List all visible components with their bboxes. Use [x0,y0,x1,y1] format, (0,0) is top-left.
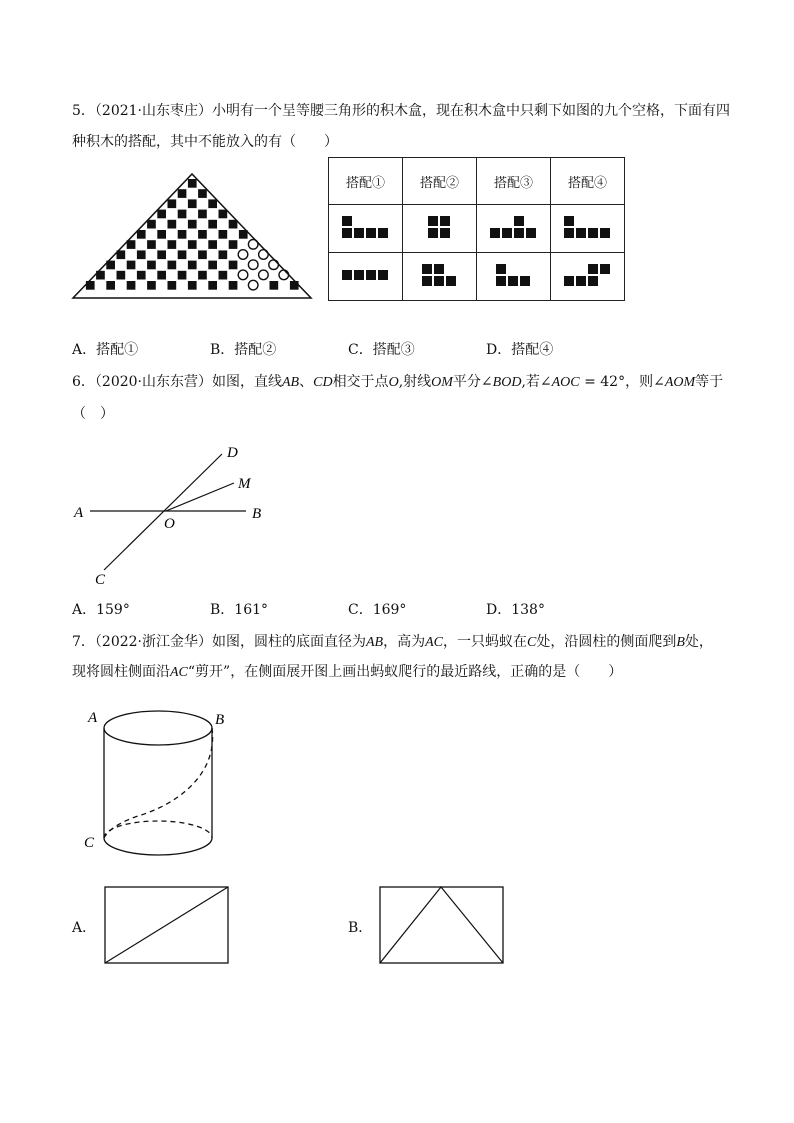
filled-block [208,281,217,290]
q6-aoc: AOC [551,375,580,390]
empty-slot-circle [248,260,258,270]
q6-text-3: ,射线 [398,374,432,390]
filled-block [178,189,187,198]
filled-block [208,220,217,229]
filled-block [178,271,187,280]
filled-block [178,210,187,219]
q6-aom: AOM [664,375,696,390]
cyl-label-b: B [215,712,225,728]
cylinder-figure [78,704,238,864]
filled-block [157,271,166,280]
filled-block [188,179,197,188]
q6-text-7: 等于 [695,374,724,390]
q7-line1 [72,632,713,653]
filled-block [208,261,217,270]
filled-block [229,281,238,290]
filled-block [96,271,105,280]
filled-block [229,240,238,249]
q6-text-5: ,若∠ [521,374,552,390]
q6-om: OM [431,375,453,390]
filled-block [168,281,177,290]
empty-slot-circle [279,270,289,280]
filled-block [290,281,299,290]
q6-eq: = 42° [579,374,626,390]
filled-block [198,210,207,219]
q6-sep: 、 [299,374,314,390]
filled-block [198,271,207,280]
filled-block [219,250,228,259]
filled-block [147,240,156,249]
cyl-label-a: A [88,710,98,726]
label-a: A [74,505,84,521]
q6-text-4: 平分∠ [452,374,493,390]
empty-slot-circle [259,250,269,260]
filled-block [229,261,238,270]
filled-block [137,271,146,280]
q7-line2 [72,662,622,683]
header-combo-1: 搭配① [329,158,403,205]
label-d: D [227,445,238,461]
filled-block [86,281,95,290]
filled-block [168,240,177,249]
filled-block [168,199,177,208]
q5-option-d[interactable]: D．搭配④ [486,342,554,358]
filled-block [137,250,146,259]
combination-table [328,157,625,301]
q5-option-a[interactable]: A．搭配① [72,342,139,358]
q5-line2: 种积木的搭配，其中不能放入的有（ ） [72,134,338,150]
filled-block [198,230,207,239]
q5-option-b[interactable]: B．搭配② [210,342,277,358]
empty-slot-circle [259,270,269,280]
filled-block [168,220,177,229]
filled-block [188,240,197,249]
q7-b: B [676,635,685,650]
q7-text-2: ，高为 [383,634,426,650]
filled-block [147,281,156,290]
empty-slot-circle [238,270,248,280]
combo-2-piece-2 [403,253,477,301]
filled-block [188,261,197,270]
filled-block [208,199,217,208]
empty-slot-circle [269,260,279,270]
combo-3-piece-1 [477,205,551,253]
filled-block [168,261,177,270]
q6-option-d[interactable]: D．138° [486,602,545,618]
header-combo-4: 搭配④ [551,158,625,205]
filled-block [157,250,166,259]
filled-block [229,220,238,229]
q7-option-b[interactable]: B． [348,920,373,936]
empty-slot-circle [238,250,248,260]
header-combo-3: 搭配③ [477,158,551,205]
filled-block [270,281,279,290]
filled-block [188,199,197,208]
q7-text-5: 处， [684,634,713,650]
filled-block [157,230,166,239]
filled-block [219,271,228,280]
filled-block [127,240,136,249]
q6-option-c[interactable]: C．169° [348,602,407,618]
q6-line1 [72,372,723,393]
filled-block [106,261,115,270]
filled-block [147,261,156,270]
q6-text-6: ，则∠ [625,374,665,390]
label-c: C [95,572,106,588]
q6-line2: （ ） [72,406,114,422]
filled-block [239,230,248,239]
combo-1-piece-2 [329,253,403,301]
q6-text-1: 6．（2020·山东东营）如图，直线 [72,374,282,390]
combo-3-piece-2 [477,253,551,301]
header-combo-2: 搭配② [403,158,477,205]
q7-ab: AB [366,635,384,650]
q6-option-b[interactable]: B．161° [210,602,269,618]
empty-slot-circle [248,280,258,290]
cyl-label-c: C [84,835,95,851]
q7-text-4: 处，沿圆柱的侧面爬到 [536,634,677,650]
q7-ac2: AC [170,665,188,680]
combo-2-piece-1 [403,205,477,253]
filled-block [188,220,197,229]
q6-ab: AB [282,375,300,390]
combo-1-piece-1 [329,205,403,253]
filled-block [147,220,156,229]
triangle-block-box-figure [70,170,314,302]
empty-slot-circle [248,240,258,250]
combo-4-piece-1 [551,205,625,253]
filled-block [117,271,126,280]
filled-block [117,250,126,259]
filled-block [219,230,228,239]
q7-c: C [527,635,537,650]
q5-option-c[interactable]: C．搭配③ [348,342,415,358]
option-a-diagonal-figure [104,886,230,966]
label-b: B [252,506,262,522]
q6-cd: CD [313,375,333,390]
q7-text-7: “剪开”，在侧面展开图上画出蚂蚁爬行的最近路线，正确的是（ ） [187,664,623,680]
q6-o: O [388,375,399,390]
q6-bod: BOD [492,375,522,390]
filled-block [198,189,207,198]
filled-block [219,210,228,219]
option-b-triangle-figure [379,886,505,966]
label-m: M [238,476,251,492]
q6-option-a[interactable]: A．159° [72,602,130,618]
filled-block [188,281,197,290]
filled-block [208,240,217,249]
label-o: O [164,516,175,532]
filled-block [106,281,115,290]
filled-block [198,250,207,259]
q7-text-1: 7．（2022·浙江金华）如图，圆柱的底面直径为 [72,634,366,650]
q7-option-a[interactable]: A． [72,920,97,936]
filled-block [127,261,136,270]
q7-text-3: ，一只蚂蚁在 [443,634,527,650]
filled-block [178,250,187,259]
intersecting-lines-figure [70,440,270,590]
filled-block [157,210,166,219]
filled-block [178,230,187,239]
filled-block [127,281,136,290]
q7-text-6: 现将圆柱侧面沿 [72,664,170,680]
q5-line1: 5．（2021·山东枣庄）小明有一个呈等腰三角形的积木盒，现在积木盒中只剩下如图的九个空格，下面有四 [72,103,730,119]
combo-4-piece-2 [551,253,625,301]
filled-block [137,230,146,239]
q7-ac: AC [425,635,443,650]
q6-text-2: 相交于点 [332,374,389,390]
